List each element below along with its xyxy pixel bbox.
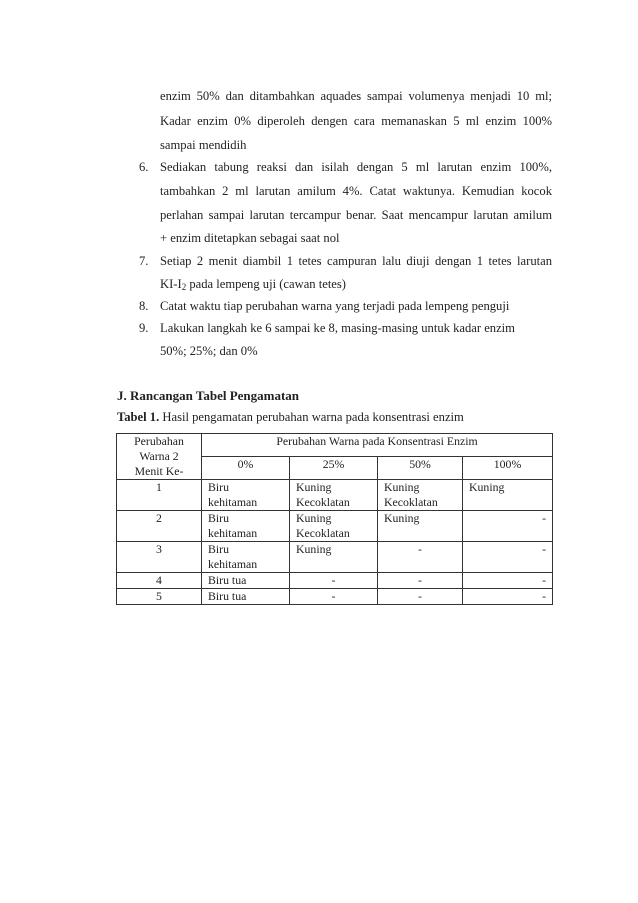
cell-line: Kuning [469,480,505,494]
cell-line: - [331,589,336,603]
cell-line: - [542,542,547,556]
row-number-cell: 3 [117,542,202,573]
formula-line-rest: pada lempeng uji (cawan tetes) [189,277,346,291]
body-line: enzim 50% dan ditambahkan aquades sampai volumenya menjadi 10 ml; [160,89,552,103]
header-time-line: Perubahan [134,434,184,448]
body-line-with-formula [160,276,346,292]
cell-line: Kecoklatan [384,495,438,509]
cell-line: Biru [208,542,229,556]
body-line: Catat waktu tiap perubahan warna yang terjadi pada lempeng penguji [160,299,510,313]
cell-line: Biru tua [208,573,247,587]
table-row [117,589,553,605]
cell-line: - [542,589,547,603]
list-number: 8. [139,299,149,313]
body-line: 50%; 25%; dan 0% [160,344,258,358]
table-cell [202,511,290,542]
cell-line: - [418,542,422,556]
table-cell [202,480,290,511]
body-line: Lakukan langkah ke 6 sampai ke 8, masing-masing untuk kadar enzim [160,321,515,335]
body-line: Sediakan tabung reaksi dan isilah dengan 5 ml larutan enzim 100%, [160,160,552,174]
observation-table [116,433,553,605]
cell-line: Kecoklatan [296,526,350,540]
body-line: Setiap 2 menit diambil 1 tetes campuran lalu diuji dengan 1 tetes larutan [160,254,552,268]
column-header: 0% [202,457,290,480]
table-cell [378,589,463,605]
cell-line: Kuning [384,511,420,525]
table-body [117,480,553,605]
table-cell [290,589,378,605]
table-cell [202,589,290,605]
cell-line: Kuning [384,480,420,494]
table-cell [463,589,553,605]
caption-label: Tabel 1. [117,410,160,424]
body-line: sampai mendidih [160,138,247,152]
table-cell [378,511,463,542]
section-heading: J. Rancangan Tabel Pengamatan [117,388,300,403]
list-number: 6. [139,160,149,174]
caption-text: Hasil pengamatan perubahan warna pada konsentrasi enzim [162,410,464,424]
list-number: 9. [139,321,149,335]
row-number-cell: 4 [117,573,202,589]
cell-line: - [542,511,547,525]
table-cell [463,511,553,542]
cell-line: Kuning [296,511,332,525]
cell-line: - [418,573,422,587]
cell-line: Biru tua [208,589,247,603]
table-cell [290,573,378,589]
cell-line: - [542,573,547,587]
table-cell [463,480,553,511]
row-number-cell: 1 [117,480,202,511]
body-line: + enzim ditetapkan sebagai saat nol [160,231,340,245]
body-line: Kadar enzim 0% diperoleh dengen cara memanaskan 5 ml enzim 100% [160,114,552,128]
table-cell [378,542,463,573]
header-time-line: Menit Ke- [134,464,184,478]
table-cell [290,542,378,573]
cell-line: - [331,573,336,587]
table-header-row [117,434,553,457]
table-cell [290,480,378,511]
column-header: 100% [463,457,553,480]
table-cell [202,542,290,573]
row-number-cell: 2 [117,511,202,542]
body-line: perlahan sampai larutan tercampur benar. Saat mencampur larutan amilum [160,208,552,222]
cell-line: Kecoklatan [296,495,350,509]
header-group-cell: Perubahan Warna pada Konsentrasi Enzim [202,434,553,457]
table-cell [378,480,463,511]
cell-line: - [418,589,422,603]
table-cell [378,573,463,589]
table-cell [290,511,378,542]
formula-text: KI-I [160,277,182,291]
table-cell [463,573,553,589]
cell-line: kehitaman [208,557,258,571]
column-header: 25% [290,457,378,480]
column-header: 50% [378,457,463,480]
table-row [117,542,553,573]
table-caption [117,410,464,425]
cell-line: kehitaman [208,495,258,509]
table-cell [202,573,290,589]
body-line: tambahkan 2 ml larutan amilum 4%. Catat waktunya. Kemudian kocok [160,184,552,198]
row-number-cell: 5 [117,589,202,605]
table-row [117,511,553,542]
cell-line: Kuning [296,542,332,556]
formula-subscript: 2 [181,282,187,292]
header-time-cell [117,434,202,480]
table-cell [463,542,553,573]
cell-line: Kuning [296,480,332,494]
list-number: 7. [139,254,149,268]
cell-line: kehitaman [208,526,258,540]
cell-line: Biru [208,480,229,494]
header-time-line: Warna 2 [139,449,179,463]
cell-line: Biru [208,511,229,525]
table-row [117,480,553,511]
table-row [117,573,553,589]
